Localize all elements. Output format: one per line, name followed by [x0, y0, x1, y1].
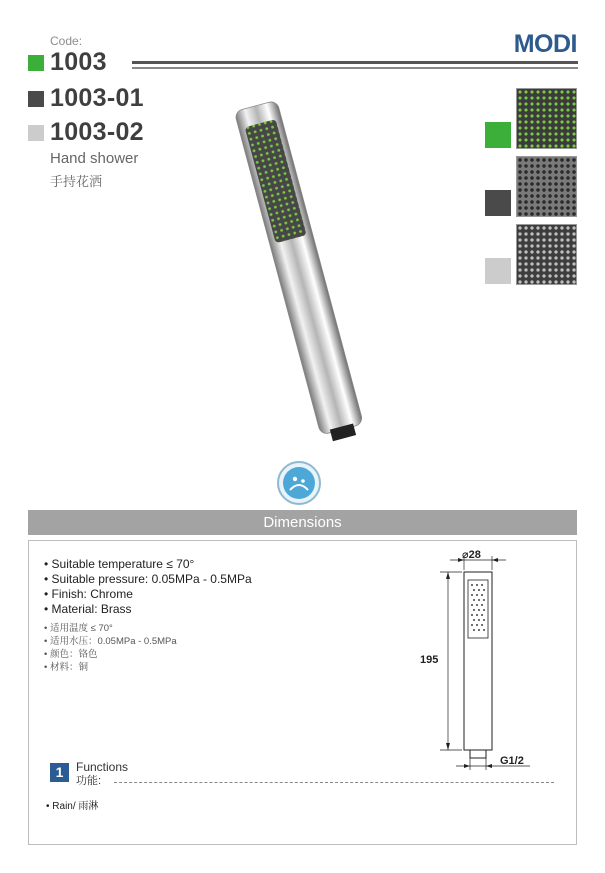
thumbnail-green [516, 88, 577, 149]
brand-logo: MODI [513, 30, 577, 58]
color-indicator [28, 91, 44, 107]
thumbnail-light [516, 224, 577, 285]
function-item-label: Rain/ 雨淋 [52, 801, 99, 812]
thread-label: G1/2 [500, 755, 524, 767]
model-number: 1003 [50, 48, 107, 76]
hand-shower-image [230, 92, 380, 452]
spec-item-cn: • 颜色：铬色 [44, 649, 98, 660]
spec-item: • Suitable pressure: 0.05MPa - 0.5MPa [44, 572, 252, 586]
functions-title-en: Functions [76, 760, 129, 774]
spec-item-cn: • 适用温度 ≤ 70° [44, 623, 113, 634]
spec-item: • Material: Brass [44, 602, 132, 616]
spec-item-cn: • 适用水压：0.05MPa - 0.5MPa [44, 636, 177, 647]
swatch-dark-grey [485, 190, 511, 216]
functions-divider [114, 782, 554, 783]
easy-clean-badge [276, 460, 322, 506]
dimensions-header: Dimensions [28, 510, 577, 535]
spec-item: • Finish: Chrome [44, 587, 133, 601]
specs-en [44, 557, 252, 617]
swatch-green [485, 122, 511, 148]
length-label: 195 [420, 654, 439, 666]
diameter-label: ⌀28 [462, 549, 481, 561]
functions-title-cn: 功能: [76, 775, 102, 787]
color-indicator [28, 125, 44, 141]
header-divider [132, 61, 578, 64]
header-divider-thin [132, 67, 578, 69]
model-row-1003-02 [28, 120, 144, 145]
spec-item: • Suitable temperature ≤ 70° [44, 557, 195, 571]
model-number: 1003-01 [50, 84, 144, 112]
swatch-light-grey [485, 258, 511, 284]
functions-number: 1 [50, 763, 69, 782]
code-label: Code: [50, 34, 83, 48]
product-name-en: Hand shower [50, 150, 139, 167]
function-item: • Rain/ 雨淋 [46, 801, 99, 812]
color-indicator [28, 55, 44, 71]
spec-item-cn: • 材料：铜 [44, 662, 88, 673]
product-name-cn: 手持花洒 [50, 174, 103, 189]
specs-cn [44, 622, 177, 674]
model-row-1003-01 [28, 86, 144, 111]
model-number: 1003-02 [50, 118, 144, 146]
thumbnail-dark [516, 156, 577, 217]
model-row-1003 [28, 50, 107, 75]
